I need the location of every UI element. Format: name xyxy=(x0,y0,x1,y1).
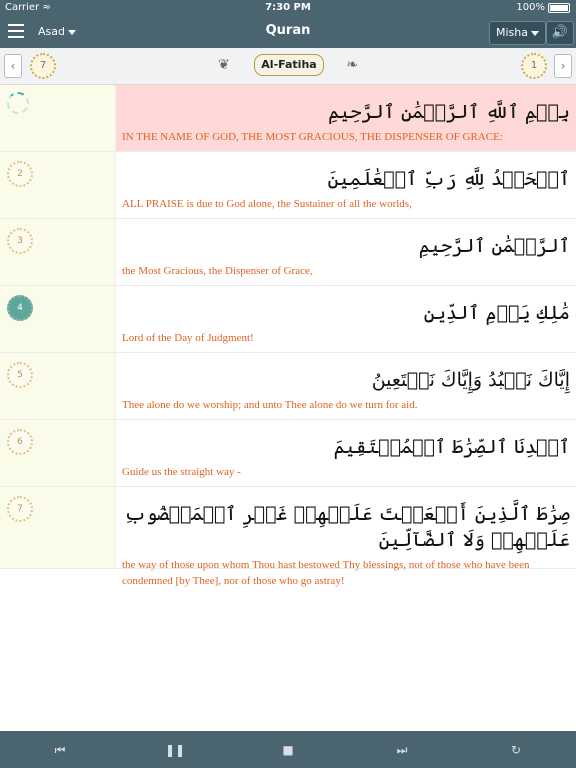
verse-arabic-text: ٱهۡدِنَا ٱلصِّرَٰطَ ٱلۡمُسۡتَقِيمَ xyxy=(333,436,570,458)
status-time: 7:30 PM xyxy=(265,2,311,13)
chevron-right-icon: › xyxy=(560,59,566,73)
nav-bar xyxy=(0,16,576,48)
next-surah-button[interactable] xyxy=(554,54,572,78)
stop-button[interactable] xyxy=(279,741,297,759)
verse-number-cell xyxy=(0,286,116,352)
speaker-button[interactable] xyxy=(546,21,574,45)
caret-down-icon xyxy=(531,31,539,36)
verse-count-badge: 7 xyxy=(30,53,56,79)
verse-number-cell xyxy=(0,219,116,285)
verse-number-cell xyxy=(0,353,116,419)
chevron-left-icon: ‹ xyxy=(10,59,16,73)
verse-row-2[interactable] xyxy=(0,152,576,219)
surah-header xyxy=(0,48,576,85)
ornament-right-icon: ❧ xyxy=(346,57,358,73)
wifi-icon: ≈ xyxy=(42,2,51,13)
battery-icon xyxy=(548,3,570,13)
verse-arabic-text: مَٰلِكِ يَوۡمِ ٱلدِّينِ xyxy=(423,302,570,324)
page-number-badge: 1 xyxy=(521,53,547,79)
verse-number-badge[interactable]: 6 xyxy=(7,429,33,455)
verse-arabic-text: إِيَّاكَ نَعۡبُدُ وَإِيَّاكَ نَسۡتَعِينُ xyxy=(371,369,570,391)
verse-content xyxy=(116,353,576,419)
verse-number-cell xyxy=(0,85,116,151)
verse-arabic-text: بِسۡمِ ٱللَّهِ ٱلرَّحۡمَٰنِ ٱلرَّحِيمِ xyxy=(328,101,570,123)
verse-content xyxy=(116,487,576,587)
rewind-icon: ⏮ xyxy=(54,743,66,757)
ornament-left-icon: ❦ xyxy=(218,57,230,73)
status-bar xyxy=(0,0,576,16)
repeat-icon: ↻ xyxy=(510,743,522,757)
verse-row-5[interactable] xyxy=(0,353,576,420)
previous-surah-button[interactable] xyxy=(4,54,22,78)
fast-forward-button[interactable] xyxy=(393,741,411,759)
battery-percent: 100% xyxy=(516,2,545,13)
verse-content xyxy=(116,286,576,352)
verse-number-cell xyxy=(0,152,116,218)
surah-title xyxy=(218,54,358,76)
verse-row-6[interactable] xyxy=(0,420,576,487)
verse-number-badge[interactable]: 3 xyxy=(7,228,33,254)
verse-number-badge[interactable]: 5 xyxy=(7,362,33,388)
verse-number-badge[interactable]: 7 xyxy=(7,496,33,522)
verse-translation: the way of those upon whom Thou hast bestowed Thy blessings, not of those who have been condemned [by Thee], nor of those who go astray! xyxy=(122,559,530,587)
surah-name: Al-Fatiha xyxy=(254,54,324,76)
verse-content xyxy=(116,85,576,151)
verse-translation: IN THE NAME OF GOD, THE MOST GRACIOUS, THE DISPENSER OF GRACE: xyxy=(122,131,503,143)
caret-down-icon xyxy=(68,30,76,35)
verse-row-1[interactable] xyxy=(0,85,576,152)
verse-arabic-text: صِرَٰطَ ٱلَّذِينَ أَنۡعَمۡتَ عَلَيۡهِمۡ غَيۡرِ ٱلۡمَغۡضُوبِ عَلَيۡهِمۡ وَلَا ٱلضَّآلِّينَ xyxy=(124,503,570,551)
menu-icon[interactable] xyxy=(8,24,24,38)
playback-toolbar xyxy=(0,731,576,768)
verse-arabic-text: ٱلۡحَمۡدُ لِلَّهِ رَبِّ ٱلۡعَٰلَمِينَ xyxy=(327,168,570,190)
verse-content xyxy=(116,219,576,285)
stop-icon: ■ xyxy=(282,743,294,757)
verse-list xyxy=(0,85,576,587)
rewind-button[interactable] xyxy=(51,741,69,759)
translator-dropdown[interactable] xyxy=(38,25,76,38)
verse-number-cell xyxy=(0,420,116,486)
verse-translation: Thee alone do we worship; and unto Thee alone do we turn for aid. xyxy=(122,399,418,411)
carrier-label: Carrier ≈ xyxy=(5,2,51,13)
verse-content xyxy=(116,152,576,218)
reciter-dropdown[interactable] xyxy=(489,21,546,45)
verse-translation: Lord of the Day of Judgment! xyxy=(122,332,254,344)
verse-content xyxy=(116,420,576,486)
page-title: Quran xyxy=(265,23,311,38)
reciter-label: Misha xyxy=(496,26,528,39)
speaker-icon: 🔊 xyxy=(551,25,569,40)
verse-number-badge[interactable]: 4 xyxy=(7,295,33,321)
verse-row-7[interactable] xyxy=(0,487,576,587)
battery-status xyxy=(516,2,570,13)
pause-button[interactable] xyxy=(165,741,186,759)
fast-forward-icon: ⏭ xyxy=(396,743,408,757)
verse-number-badge[interactable]: 2 xyxy=(7,161,33,187)
pause-icon: ❚❚ xyxy=(165,743,186,757)
verse-row-4[interactable] xyxy=(0,286,576,353)
verse-number-cell xyxy=(0,487,116,568)
verse-translation: ALL PRAISE is due to God alone, the Sustainer of all the worlds, xyxy=(122,198,412,210)
translator-label: Asad xyxy=(38,25,65,38)
verse-arabic-text: ٱلرَّحۡمَٰنِ ٱلرَّحِيمِ xyxy=(418,235,570,257)
loading-spinner-icon xyxy=(7,92,29,114)
verse-translation: Guide us the straight way - xyxy=(122,466,241,478)
repeat-button[interactable] xyxy=(507,741,525,759)
verse-translation: the Most Gracious, the Dispenser of Grace, xyxy=(122,265,313,277)
verse-row-3[interactable] xyxy=(0,219,576,286)
